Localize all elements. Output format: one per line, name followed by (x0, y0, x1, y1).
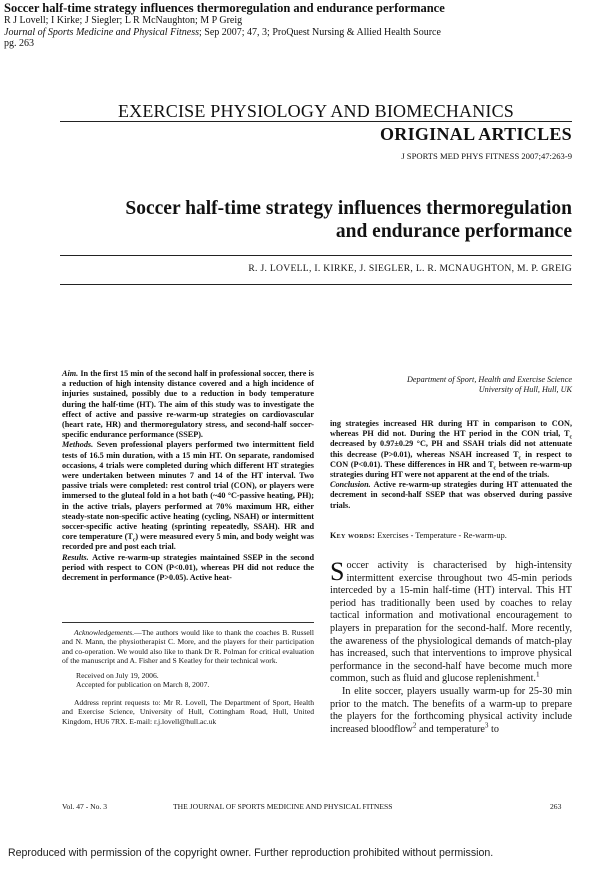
results-cont-b: decreased by 0.97±0.29 °C, PH and SSAH trials did not attenuate this decrease (P>0.01), whereas NSAH increased T (330, 439, 572, 459)
conclusion-label: Conclusion. (330, 480, 371, 490)
footnote-rule (62, 622, 314, 623)
subscript-c: c (132, 537, 136, 544)
acknowledgements-text: —The authors would like to thank the coaches B. Russell and N. Mann, the physiotherapist C. More, and the players for their participation and co-operation. We would also like to thank Dr R. Polman for critical evaluation of the manuscript and A. Fisher and S Keatley for their technical work. (62, 628, 314, 666)
affiliation-line1: Department of Sport, Health and Exercise Science (407, 375, 572, 384)
aim-label: Aim. (62, 369, 79, 378)
subscript-c: c (569, 434, 572, 441)
footer-volume: Vol. 47 - No. 3 (62, 802, 108, 811)
subscript-c: c (493, 465, 497, 472)
reference-2: 2 (412, 721, 417, 730)
reprint-address: Address reprint requests to: Mr R. Lovell, The Department of Sport, Health and Exercise Science, University of Hull, Cottingham Road, Hull, United Kingdom, HU6 7RX. E-mail: r.j.lovell@hull.ac.uk (62, 698, 314, 726)
keywords (330, 531, 572, 540)
received-date: Received on July 19, 2006. (76, 671, 159, 680)
results-text: Active re-warm-up strategies maintained SSEP in the second period with respect to CON (P<0.01), whereas PH did not reduce the decrement in performance (P>0.05). Active heat- (62, 552, 315, 583)
citation-title: Soccer half-time strategy influences thermoregulation and endurance performance (4, 1, 445, 15)
results-cont-c: in respect to CON (P<0.01). These differences in HR and T (330, 449, 572, 469)
methods-text: Seven professional players performed two intermittent field tests of 16.5 min duration, with a 15 min HT. On separate, randomised occasions, 4 trials were completed during which different HT strategies were undertaken between minutes 7 and 14 of the HT interval. Two passive trials were completed: rest control trial (CON), or players were immersed to the gluteal fold in a hot bath (~40 °C-passive heating, PH); in the active trials, players performed at 70% maximum HR, either steady-state non-specific active heating (cycling, NSAH) or intermittent soccer-specific active heating (sprinting repeatedly, SSAH). HR and core temperature (T (62, 440, 314, 542)
acknowledgements-label: Acknowledgements. (74, 628, 135, 637)
conclusion-text: Active re-warm-up strategies during HT attenuated the decrement in second-half SSEP that was observed during passive trials. (330, 480, 572, 510)
keywords-text: Exercises - Temperature - Re-warm-up. (377, 531, 507, 540)
affiliation (330, 375, 572, 395)
citation-block (4, 1, 596, 50)
citation-source (4, 27, 596, 39)
title-rule (60, 255, 572, 256)
article-authors: R. J. LOVELL, I. KIRKE, J. SIEGLER, L. R. MCNAUGHTON, M. P. GREIG (248, 263, 572, 274)
footer-page-number: 263 (550, 802, 562, 811)
citation-page: pg. 263 (4, 38, 34, 50)
intro-p2-text: In elite soccer, players usually warm-up for 25-30 min prior to the match. The benefits of a warm-up to prepare the players for the forthcoming physical activity include increased bloodflow (330, 685, 572, 735)
aim-text: In the first 15 min of the second half in professional soccer, there is a reduction of high intensity distance covered and a high incidence of injuries sustained, possibly due to a reduction in body temperature during the half-time (HT). The aim of this study was to investigate the effect of active and passive re-warm-up strategies on cardiovascular (heart rate, HR) and thermoregulatory stress, and second-half soccer-specific endurance performance (SSEP). (62, 369, 314, 440)
introduction (330, 557, 572, 736)
keywords-label: Key words: (330, 531, 376, 540)
abstract-left-column (62, 369, 314, 583)
citation-authors: R J Lovell; I Kirke; J Siegler; L R McNaughton; M P Greig (4, 15, 243, 26)
authors-rule (60, 284, 572, 285)
abstract-right-column (330, 419, 572, 511)
drop-cap: S (330, 557, 345, 586)
affiliation-line2: University of Hull, Hull, UK (478, 385, 572, 395)
reference-3: 3 (484, 721, 489, 730)
intro-paragraph-1: occer activity is characterised by high-intensity intermittent exercise throughout two 45-min periods interceded by a 15-min half-time (HT) interval. This HT period has traditionally been used by coaches to relay tactical information and motivational encouragement to players in preparation for the second-half. More recently, the awareness of the physiological demands of match-play has increased, such that interventions to improve physical performance in the second-half have become much more common, such as fluid and glucose replenishment. (330, 560, 572, 685)
methods-label: Methods. (62, 440, 94, 450)
results-cont-d: between re-warm-up strategies during HT were not apparent at the end of the trials. (330, 459, 572, 480)
submission-dates (62, 671, 314, 690)
article-title (60, 197, 572, 243)
results-cont-a: ing strategies increased HR during HT in comparison to CON, whereas PH did not. During the HT period in the CON trial, T (330, 419, 572, 439)
intro-p2-end: to (488, 723, 499, 735)
reproduction-notice: Reproduced with permission of the copyright owner. Further reproduction prohibited without permission. (8, 847, 494, 859)
footer-journal: THE JOURNAL OF SPORTS MEDICINE AND PHYSICAL FITNESS (173, 802, 393, 811)
article-title-line2: and endurance performance (335, 221, 572, 242)
section-heading: EXERCISE PHYSIOLOGY AND BIOMECHANICS (117, 101, 515, 121)
acknowledgements (62, 628, 314, 666)
journal-reference: J SPORTS MED PHYS FITNESS 2007;47:263-9 (401, 151, 572, 161)
subscript-c: c (518, 455, 522, 462)
results-label: Results. (62, 552, 89, 562)
category-heading: ORIGINAL ARTICLES (379, 124, 572, 144)
accepted-date: Accepted for publication on March 8, 2007. (76, 680, 210, 690)
intro-p2-mid: and temperature (416, 723, 485, 735)
methods-text-b: ) were measured every 5 min, and body weight was recorded pre and post each trial. (62, 532, 314, 552)
reference-1: 1 (535, 670, 540, 679)
article-title-line1: Soccer half-time strategy influences thermoregulation (125, 198, 572, 219)
intro-paragraph-2 (330, 686, 572, 736)
header-rule (60, 121, 572, 122)
citation-details: ; Sep 2007; 47, 3; ProQuest Nursing & Allied Health Source (198, 26, 441, 38)
citation-journal: Journal of Sports Medicine and Physical Fitness (4, 26, 199, 38)
